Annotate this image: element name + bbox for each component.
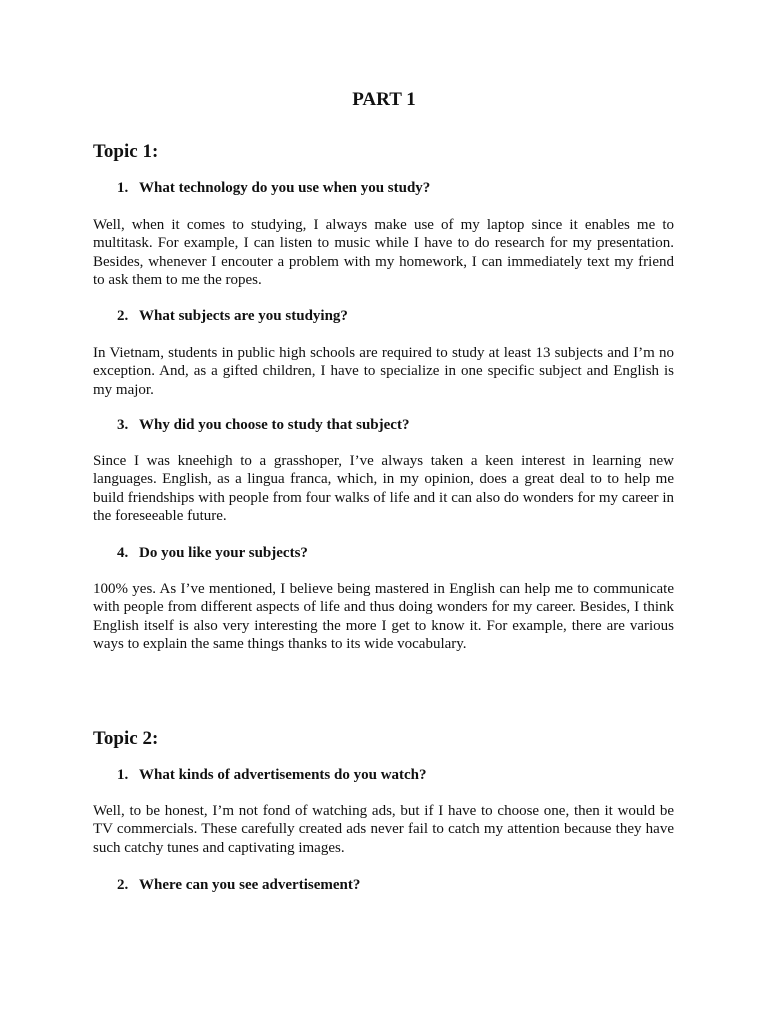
question-text: Do you like your subjects? bbox=[139, 545, 308, 561]
topic-1-question-4 bbox=[117, 543, 308, 563]
question-number: 1. bbox=[117, 180, 129, 196]
topic-2-answer-1: Well, to be honest, I’m not fond of watching ads, but if I have to choose one, then it would be TV commercials. These carefully created ads never fail to catch my attention because they have such catchy tunes and captivating images. bbox=[93, 803, 674, 856]
topic-1-question-1 bbox=[117, 178, 430, 198]
topic-1-question-3 bbox=[117, 415, 409, 435]
question-text: Where can you see advertisement? bbox=[139, 877, 361, 893]
question-number: 2. bbox=[117, 877, 129, 893]
question-number: 2. bbox=[117, 308, 129, 324]
question-text: Why did you choose to study that subject? bbox=[139, 417, 410, 433]
question-text: What subjects are you studying? bbox=[139, 308, 348, 324]
topic-1-answer-4: 100% yes. As I’ve mentioned, I believe being mastered in English can help me to communicate with people from different aspects of life and thus doing wonders for my career. Besides, I think English itself is also very interesting the more I get to know it. For example, there are various ways to explain the same things thanks to its wide vocabulary. bbox=[93, 581, 674, 652]
question-text: What technology do you use when you study? bbox=[139, 180, 431, 196]
topic-1-question-2 bbox=[117, 306, 348, 326]
topic-1-answer-2: In Vietnam, students in public high schools are required to study at least 13 subjects and I’m no exception. And, as a gifted children, I have to specialize in one specific subject and English is my major. bbox=[93, 345, 674, 398]
topic-1-answer-1: Well, when it comes to studying, I always make use of my laptop since it enables me to multitask. For example, I can listen to music while I have to do research for my presentation. Besides, whenever I encouter a problem with my homework, I can immediately text my friend to ask them to me the ropes. bbox=[93, 217, 674, 288]
question-number: 3. bbox=[117, 417, 129, 433]
question-number: 1. bbox=[117, 767, 129, 783]
topic-1-answer-3: Since I was kneehigh to a grasshoper, I’ve always taken a keen interest in learning new languages. English, as a lingua franca, which, in my opinion, does a great deal to to help me build friendships with people from four walks of life and it can also do wonders for my career in the foreseeable future. bbox=[93, 453, 674, 524]
question-number: 4. bbox=[117, 545, 129, 561]
question-text: What kinds of advertisements do you watch? bbox=[139, 767, 427, 783]
part-title: PART 1 bbox=[352, 89, 416, 110]
topic-1-heading: Topic 1: bbox=[93, 141, 159, 162]
topic-2-question-1 bbox=[117, 765, 427, 785]
topic-2-heading: Topic 2: bbox=[93, 728, 159, 749]
topic-2-question-2 bbox=[117, 875, 360, 895]
